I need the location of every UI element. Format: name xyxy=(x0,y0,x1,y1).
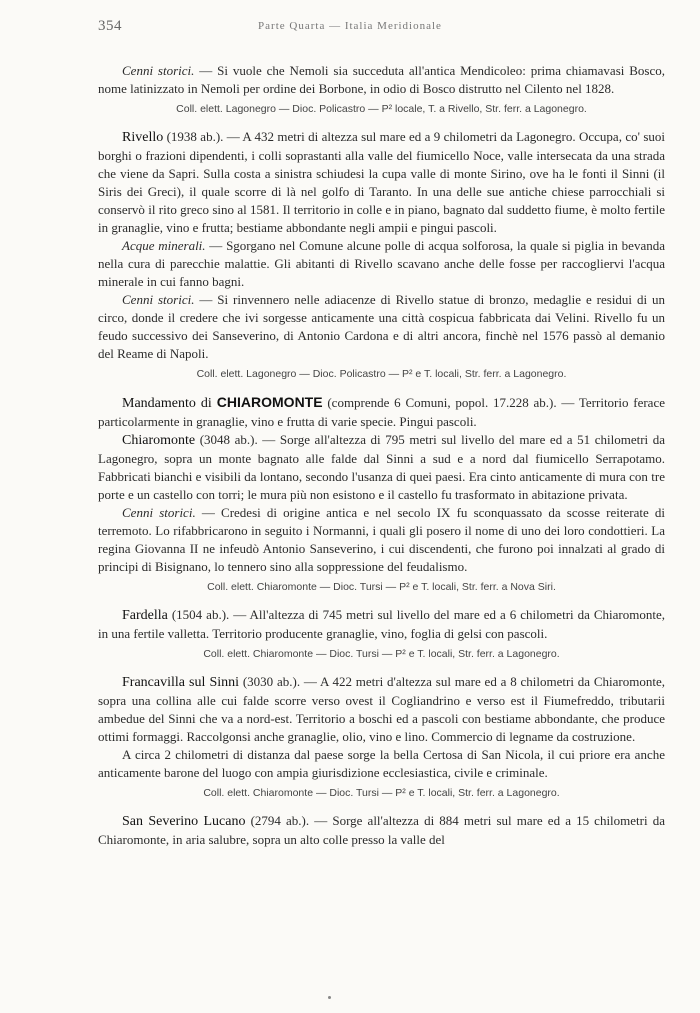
entry-fardella xyxy=(98,606,665,661)
entry-rivello xyxy=(98,128,665,381)
page-mark xyxy=(328,996,331,999)
running-head: Parte Quarta — Italia Meridionale xyxy=(258,20,442,32)
nemoli-storici: Cenni storici. — Si vuole che Nemoli sia succeduta all'antica Mendicoleo: prima chiamavasi Bosco, nome latinizzato in Nemoli per ordine dei Borbone, in odio di Bosco distrutto nel Cilento nel 1828. xyxy=(98,63,665,96)
entry-note: Coll. elett. Lagonegro — Dioc. Policastro — P² e T. locali, Str. ferr. a Lagonegro. xyxy=(196,368,567,380)
rivello-storici: Cenni storici. — Si rinvennero nelle adiacenze di Rivello statue di bronzo, medaglie e residui di un circo, donde il credere che ivi sorgesse anticamente una città cospicua fabbricata dai Velini. Rivello fu un feudo successivo dei Sanseverino, di Antonio Cardona e di altri ancora, finchè nel 1576 passò al demanio del Reame di Napoli. xyxy=(98,292,665,361)
entry-note: Coll. elett. Lagonegro — Dioc. Policastro — P² locale, T. a Rivello, Str. ferr. a Lagonegro. xyxy=(176,103,587,115)
entry-francavilla xyxy=(98,673,665,800)
rivello-description: Rivello (1938 ab.). — A 432 metri di altezza sul mare ed a 9 chilometri da Lagonegro. Occupa, co' suoi borghi o frazioni dipendenti, i colli soprastanti alla valle del fiumicello Noce, valle intersecata da una strada che viene da Sapri. Sulla costa a sinistra schiudesi la cupa valle di monte Sirino, ove ha le fonti il Sinni (il Siris dei Greci), il quale scorre di là nel golfo di Taranto. In una delle sue antiche chiese parrocchiali si conservò il rito greco sino al 1581. Il territorio in colle e in piano, bagnato dal suddetto fiume, è molto fertile in granaglie, vino e frutta; bestiame abbondante negli ampii e pingui pascoli. xyxy=(98,129,665,235)
entry-name: San Severino Lucano xyxy=(122,814,246,829)
mandamento-description: Mandamento di CHIAROMONTE (comprende 6 Comuni, popol. 17.228 ab.). — Territorio ferace particolarmente in granaglie, vino e frutta di varie specie. Pingui pascoli. xyxy=(98,394,665,429)
fardella-description: Fardella (1504 ab.). — All'altezza di 745 metri sul livello del mare ed a 6 chilometri da Chiaromonte, in una fertile valletta. Territorio producente granaglie, vino, foglia di gelsi con pascoli. xyxy=(98,607,665,641)
entry-note: Coll. elett. Chiaromonte — Dioc. Tursi — P² e T. locali, Str. ferr. a Nova Siri. xyxy=(207,581,556,593)
page-header xyxy=(0,12,700,32)
entry-san-severino xyxy=(98,812,665,849)
entry-mandamento xyxy=(98,393,665,594)
section-label: Cenni storici. xyxy=(122,292,195,307)
entry-note: Coll. elett. Chiaromonte — Dioc. Tursi — P² e T. locali, Str. ferr. a Lagonegro. xyxy=(203,648,560,660)
chiaromonte-description: Chiaromonte (3048 ab.). — Sorge all'altezza di 795 metri sul livello del mare ed a 51 chilometri da Lagonegro, sopra un monte bagnato alle falde dal Sinni a sud e a nord dal fiumicello Serrapotamo. Fabbricati bianchi e visibili da lontano, secondo l'usanza di quei paesi. Era cinto anticamente di mura con tre porte e un castello con torri; le mura più non esistono e il castello fu trasformato in abitazione privata. xyxy=(98,432,665,502)
entry-name: Chiaromonte xyxy=(122,433,196,448)
section-label: Cenni storici. xyxy=(122,63,195,78)
entry-nemoli xyxy=(98,62,665,116)
chiaromonte-storici: Cenni storici. — Credesi di origine antica e nel secolo IX fu sconquassato da scosse reiterate di terremoto. Lo rifabbricarono in seguito i Normanni, i quali gli posero il nome di uno dei loro condottieri. La regina Giovanna II ne infeudò Antonio Sanseverino, i cui discendenti, che furono poi innalzati al grado di principi di Bisignano, lo tennero sino alla soppressione del feudalismo. xyxy=(98,505,665,574)
entry-note: Coll. elett. Chiaromonte — Dioc. Tursi — P² e T. locali, Str. ferr. a Lagonegro. xyxy=(203,787,560,799)
francavilla-description: Francavilla sul Sinni (3030 ab.). — A 422 metri d'altezza sul mare ed a 8 chilometri da Chiaromonte, sopra una collina alle cui falde scorre verso ovest il Cogliandrino e verso est il Fiumefreddo, tributarii ambedue del Sinni che va a nord-est. Territorio a boschi ed a pascoli con bestiame abbondante, che produce ottimi formaggi. Raccolgonsi anche granaglie, olio, vino e lino. Commercio di legname da costruzione. xyxy=(98,674,665,744)
section-label: Acque minerali. xyxy=(122,238,206,253)
mandamento-name: CHIAROMONTE xyxy=(216,394,323,410)
san-severino-description: San Severino Lucano (2794 ab.). — Sorge all'altezza di 884 metri sul mare ed a 15 chilometri da Chiaromonte, in aria salubre, sopra un alto colle presso la valle del xyxy=(98,813,665,847)
entry-name: Fardella xyxy=(122,608,168,623)
rivello-minerali: Acque minerali. — Sgorgano nel Comune alcune polle di acqua solforosa, la quale si piglia in bevanda nella cura di parecchie malattie. Gli abitanti di Rivello scavano anche delle fosse per raccogliervi l'acqua minerale in cui fanno bagni. xyxy=(98,238,665,289)
section-label: Cenni storici. xyxy=(122,505,196,520)
francavilla-certosa: A circa 2 chilometri di distanza dal paese sorge la bella Certosa di San Nicola, il cui priore era anche anticamente barone del luogo con ampia giurisdizione ecclesiastica, civile e criminale. xyxy=(98,747,665,780)
entry-name: Rivello xyxy=(122,130,164,145)
page-number: 354 xyxy=(98,18,122,34)
page-content xyxy=(98,62,665,849)
entry-name: Francavilla sul Sinni xyxy=(122,675,240,690)
